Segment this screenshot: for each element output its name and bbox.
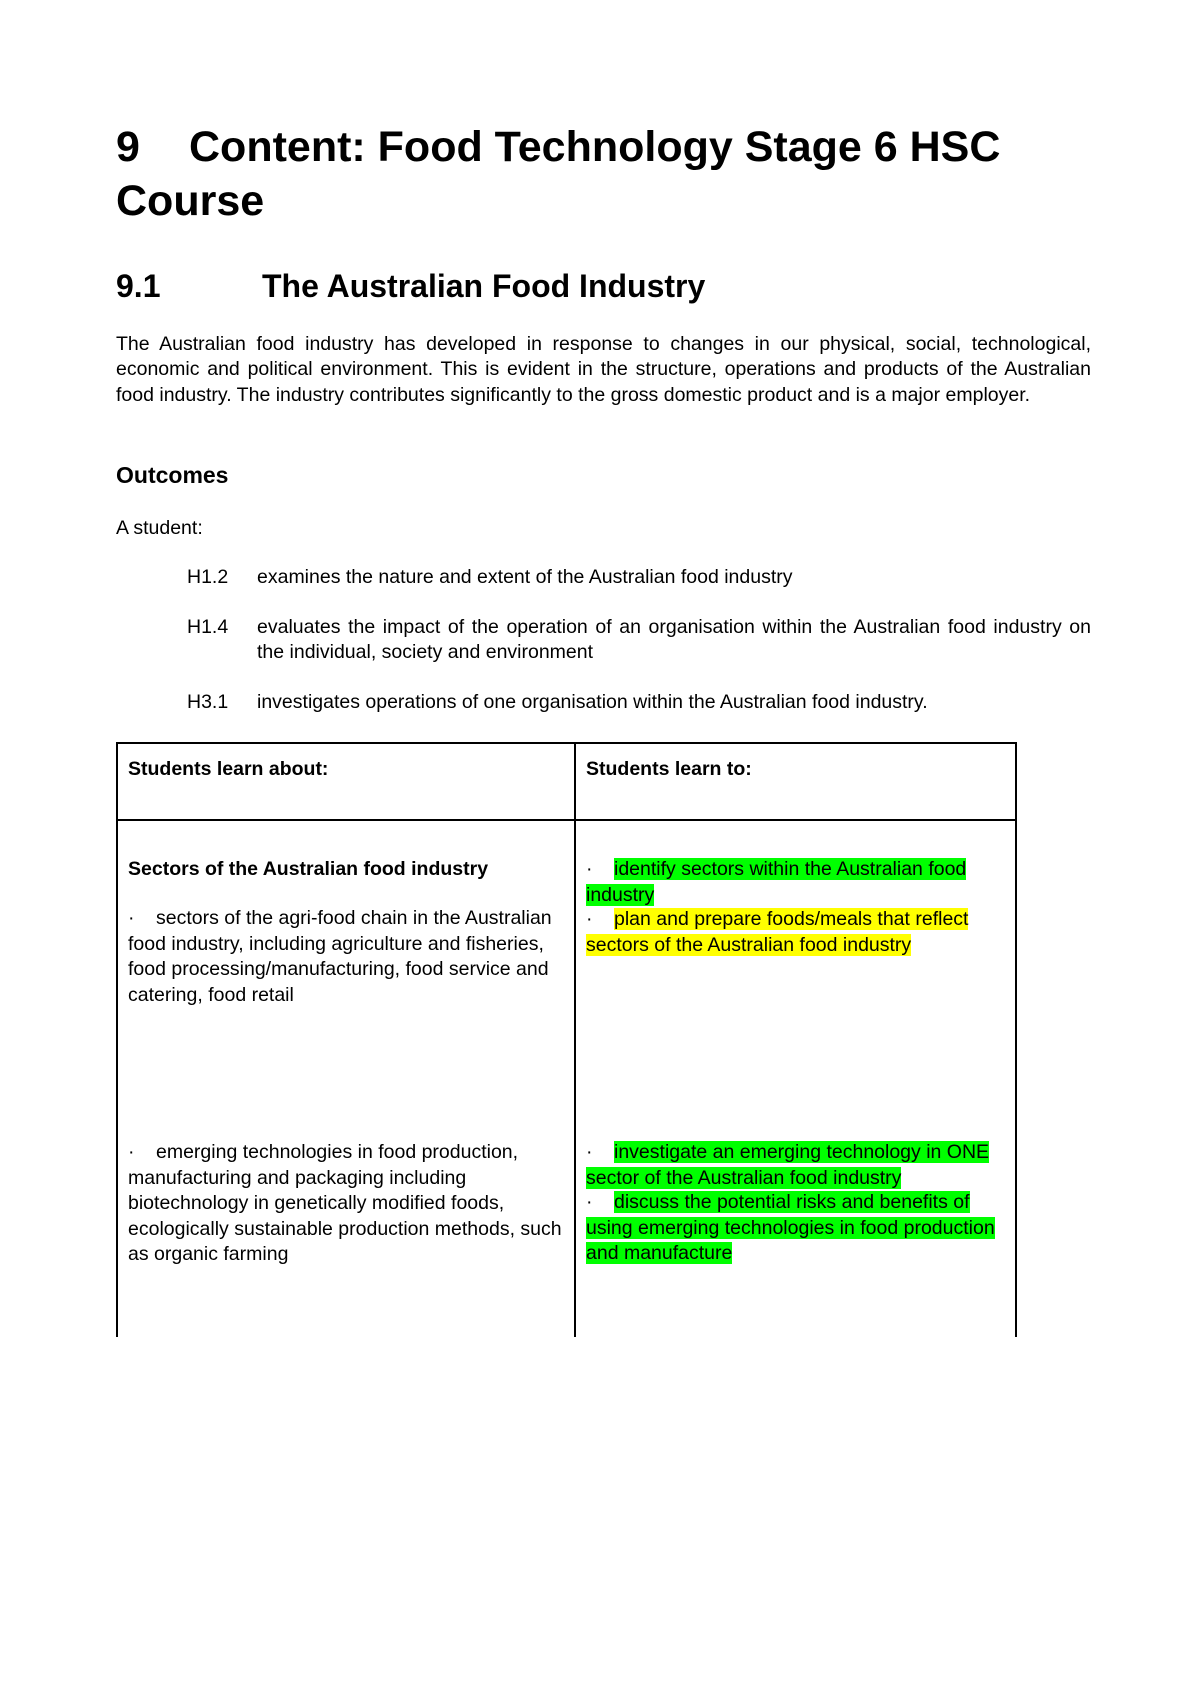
highlighted-learn-to-text: identify sectors within the Australian food industry (586, 858, 967, 906)
learn-to-item (586, 1190, 1010, 1267)
bullet: · (586, 908, 593, 930)
outcomes-lead: A student: (116, 517, 203, 539)
column-divider (574, 744, 576, 1337)
learn-about-item (128, 1140, 564, 1268)
outcome-item (187, 615, 1091, 666)
highlighted-learn-to-text: investigate an emerging technology in ONE sector of the Australian food industry (586, 1141, 990, 1189)
section-heading (116, 120, 1091, 228)
learn-about-item (128, 906, 564, 1008)
bullet: · (586, 858, 593, 880)
outcome-code: H3.1 (187, 691, 229, 713)
bullet: · (586, 1141, 593, 1163)
bullet: · (128, 1141, 135, 1163)
subsection-heading (116, 266, 705, 306)
outcome-item (187, 565, 1091, 590)
table-header-learn-about: Students learn about: (128, 758, 329, 780)
learn-to-item (586, 1140, 1010, 1191)
document-page (116, 120, 1091, 1265)
outcome-text: evaluates the impact of the operation of an organisation within the Australian food industry on the individual, society and environment (257, 616, 1091, 664)
header-row-divider (118, 819, 1015, 821)
sector-title: Sectors of the Australian food industry (128, 858, 489, 880)
outcome-text: investigates operations of one organisation within the Australian food industry. (257, 691, 928, 713)
bullet: · (586, 1191, 593, 1213)
outcome-code: H1.2 (187, 566, 229, 588)
section-number: 9 (116, 123, 140, 171)
bullet: · (128, 907, 135, 929)
highlighted-learn-to-text: plan and prepare foods/meals that reflect sectors of the Australian food industry (586, 908, 969, 956)
outcome-code: H1.4 (187, 616, 229, 638)
outcomes-heading: Outcomes (116, 462, 229, 488)
learn-about-text: emerging technologies in food production, manufacturing and packaging including biotechnology in genetically modified foods, ecologically sustainable production methods, such as organic farming (128, 1141, 562, 1265)
learning-table (116, 742, 1017, 1337)
table-header-learn-to: Students learn to: (586, 758, 752, 780)
outcome-item (187, 690, 1091, 715)
intro-paragraph: The Australian food industry has developed in response to changes in our physical, social, technological, economic and political environment. This is evident in the structure, operations and products of the Australian food industry. The industry contributes significantly to the gross domestic product and is a major employer. (116, 333, 1091, 406)
outcome-text: examines the nature and extent of the Australian food industry (257, 566, 793, 588)
learn-to-item (586, 907, 1010, 958)
highlighted-learn-to-text: discuss the potential risks and benefits of using emerging technologies in food production and manufacture (586, 1191, 995, 1264)
learn-about-text: sectors of the agri-food chain in the Australian food industry, including agriculture and fisheries, food processing/manufacturing, food service and catering, food retail (128, 907, 552, 1006)
learn-to-item (586, 857, 1010, 908)
subsection-title: The Australian Food Industry (262, 268, 706, 304)
section-title: Content: Food Technology Stage 6 HSC Course (116, 123, 1001, 225)
subsection-number: 9.1 (116, 268, 161, 304)
